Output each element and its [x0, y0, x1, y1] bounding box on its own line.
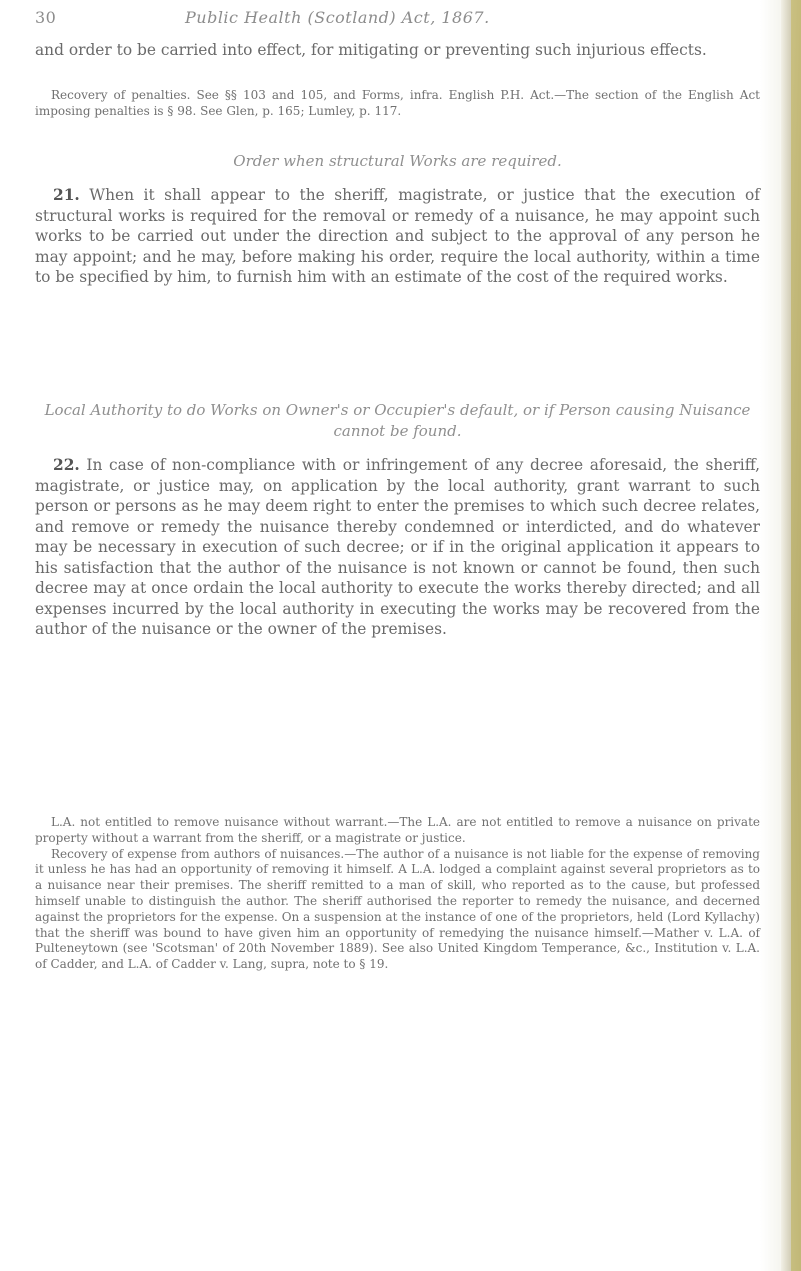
book-spine-edge	[781, 0, 801, 1271]
note-item: L.A. not entitled to remove nuisance without warrant.—The L.A. are not entitled to remove a nuisance on private property without a warrant from the sheriff, or a magistrate or justice.	[35, 815, 760, 845]
section-21-number: 21.	[53, 186, 80, 204]
page-number: 30	[35, 8, 57, 27]
note-recovery-penalties-text: Recovery of penalties. See §§ 103 and 105, and Forms, infra. English P.H. Act.—The section of the English Act imposing penalties is § 98. See Glen, p. 165; Lumley, p. 117.	[35, 88, 760, 118]
heading-section-21: Order when structural Works are required.	[233, 152, 562, 170]
section-22-text: In case of non-compliance with or infringement of any decree aforesaid, the sheriff, magistrate, or justice may, on application by the local authority, grant warrant to such person or persons as he may deem right to enter the premises to which such decree relates, and remove or remedy the nuisance thereby condemned or interdicted, and do whatever may be necessary in execution of such decree; or if in the original application it appears to his satisfaction that the author of the nuisance is not known or cannot be found, then such decree may at once ordain the local authority to execute the works thereby directed; and all expenses incurred by the local authority in executing the works may be recovered from the author of the nuisance or the owner of the premises.	[35, 456, 760, 638]
running-head-title: Public Health (Scotland) Act, 1867.	[185, 8, 490, 27]
section-22-number: 22.	[53, 456, 80, 474]
note-item: Recovery of expense from authors of nuisances.—The author of a nuisance is not liable for the expense of removing it unless he has had an opportunity of removing it himself. A L.A. lodged a complaint against several proprietors as to a nuisance near their premises. The sheriff remitted to a man of skill, who reported as to the cause, but professed himself unable to distinguish the author. The sheriff authorised the reporter to remedy the nuisance, and decerned against the proprietors for the expense. On a suspension at the instance of one of the proprietors, held (Lord Kyllachy) that the sheriff was bound to have given him an opportunity of remedying the nuisance himself.—Mather v. L.A. of Pulteneytown (see 'Scotsman' of 20th November 1889). See also United Kingdom Temperance, &c., Institution v. L.A. of Cadder, and L.A. of Cadder v. Lang, supra, note to § 19.	[35, 846, 760, 972]
heading-section-22: Local Authority to do Works on Owner's or Occupier's default, or if Person causing Nuisance cannot be found.	[44, 401, 751, 440]
section-21-text: When it shall appear to the sheriff, magistrate, or justice that the execution of structural works is required for the removal or remedy of a nuisance, he may appoint such works to be carried out under the direction and subject to the approval of any person he may appoint; and he may, before making his order, require the local authority, within a time to be specified by him, to furnish him with an estimate of the cost of the required works.	[35, 186, 760, 286]
intro-text: and order to be carried into effect, for mitigating or preventing such injurious effects.	[35, 41, 707, 59]
notes-section-22	[35, 815, 760, 973]
section-21	[35, 185, 760, 288]
running-head	[35, 8, 760, 28]
note-recovery-penalties	[35, 88, 760, 120]
section-22	[35, 455, 760, 640]
intro-paragraph	[35, 40, 760, 61]
